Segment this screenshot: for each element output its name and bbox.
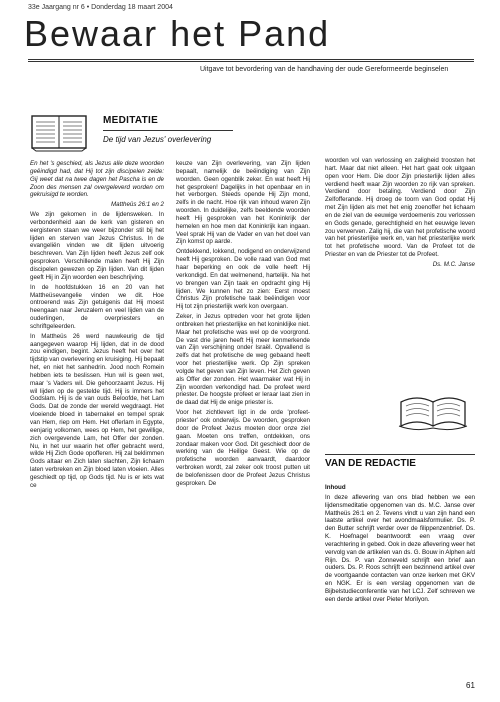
- article-column-3: [325, 157, 475, 269]
- paragraph: Ontdekkend, lokkend, nodigend en onderwijzend heeft Hij gesproken. De volle raad van God met haar beperking en ook de volle heeft Hij verkondigd. En dat welmenend, hartelijk. Na het vo brengen van Zijn taak en opdracht ging Hij lijden. We kunnen het zo zien: Eerst moest Christus Zijn profetische taak beëindigen voor Hij tot zijn priesterlijk werk kon overgaan.: [176, 248, 310, 311]
- paragraph: In Mattheüs 26 werd nauwkeurig de tijd aangegeven waarop Hij lijden, dat in de dood zou eindigen, begint. Jezus heeft het over het tijdstip van overlevering en kruisiging. Hij bepaalt het, en niet het sanhedrin. Jood noch Romein hebben iets te beslissen. Hun wil is geen wet, maar 's Vaders wil. Die gehoorzaamt Jezus. Hij wil lijden op de gestelde tijd. Hij is immers het Godslam. Hij is de van ouds Beloofde, het Lam Gods. Dat de zonde der wereld wegdraagt. Het vloeiende bloed in tabernakel en tempel sprak van Hem, riep om Hem. Het offerlam in Egypte, eenjarig volkomen, wees op Hem, het gewillige, zich overgevende Lam, het Offer der zonden. Nu, in het uur waarin het offer gebracht werd, wilde Hij Zich Gode opofferen. Hij zal beklimmen Gods altaar en Zich laten slachten, Zijn lichaam laten verbreken en Zijn bloed laten vloeien. Alles geschiedt op tijd, op Gods tijd. Nu is er iets wat ce: [30, 332, 164, 489]
- meditatie-heading: MEDITATIE: [103, 115, 159, 126]
- page-number: 61: [466, 681, 475, 690]
- redactie-heading: VAN DE REDACTIE: [325, 458, 416, 469]
- meditatie-subheading: De tijd van Jezus' overlevering: [103, 135, 212, 144]
- paragraph: keuze van Zijn overlevering, van Zijn lijden bepaalt, namelijk de beëindiging van Zijn woorden. Geen ogenblik zeker. En wat heeft Hij het gesproken! Dagelijks in het openbaar en in het verborgen. Steeds opende Hij Zijn mond, zelfs in de nacht. Hoe rijk van inhoud waren Zijn woorden. In duidelijke, zelfs beeldende woorden heeft Hij gesproken van het Koninkrijk der hemelen en hoe men dat Koninkrijk kan ingaan. Veel sprak Hij van de Vader en van het doel van Zijn komst op aarde.: [176, 160, 310, 246]
- book-icon: [30, 112, 88, 152]
- paragraph: woorden vol van verlossing en zaligheid troosten het hart. Maar dat niet alleen. Het hart gaat ook uitgaan open voor Hem. Die door Zijn priesterlijk lijden alles verdiend heeft waar Zijn woorden zo rijk van spreken. Verdiend door betaling. Verdiend door Zijn Zelfofferande. Hij droeg de toorn van God opdat Hij met Zijn lijden als met het enig zoenoffer het lichaam en de ziel van de eeuwige verdoemenis zou verlossen en Gods genade, gerechtigheid en het eeuwige leven zou verwerven. Zalig hij, die van het profetische woord van het priesterlijke werk en, van het priesterlijke werk tot het profetische woord. Van de Profeet tot de Priester en van de Priester tot de Profeet.: [325, 157, 475, 259]
- header-rule-top: [28, 59, 474, 60]
- paragraph: We zijn gekomen in de lijdensweken. In verbondenheid aan de kerk van gisteren en eergisteren staan we weer bijzonder stil bij het lijden en sterven van Jezus Christus. In de evangeliën vinden we dit lijden uitvoerig beschreven. Van Zijn lijden heeft Jezus zelf ook gesproken. Verschillende malen heeft Hij Zijn discipelen gewezen op Zijn lijden. Van dit lijden geeft Hij in Zijn woorden een beschrijving.: [30, 211, 164, 281]
- paragraph: In deze aflevering van ons blad hebben we een lijdensmeditatie opgenomen van ds. M.C. Janse over Mattheüs 26:1 en 2. Tevens vindt u van zijn hand een laatste artikel over het avondmaalsformulier. Ds. P. den Butter schrijft verder over de filippenzenbrief. Ds. K. Hoefnagel beantwoordt een vraag over verachtering in gebed. Ook in deze aflevering weer het vervolg van de artikelen van ds. G. Bouw in Alphen a/d Rijn. Ds. P. van Zonneveld schrijft een brief aan ouders. Ds. P. Roos schrijft een bezinnend artikel over de voortgaande contacten van onze kerken met GKV en NGK. Er is een verslag opgenomen van de Bijbelstudieconferentie van het LCJ. Zelf schreven we een derde artikel over Pieter Morilyon.: [325, 493, 475, 603]
- issue-line: 33e Jaargang nr 6 • Donderdag 18 maart 2004: [28, 4, 173, 11]
- meditatie-rule: [103, 130, 233, 131]
- header-rule-bottom: [28, 61, 474, 62]
- bible-quote: En het 's geschied, als Jezus alle deze woorden geëindigd had, dat Hij tot zijn discipelen zeide: Gij weet dat na twee dagen het Pascha is en de Zoon des mensen zal overgeleverd worden om gekruisigd te worden.: [30, 160, 164, 199]
- paragraph: In de hoofdstukken 16 en 20 van het Mattheüsevangelie vinden we dit. Hoe ontroerend was Zijn getuigenis dat Hij moest heengaan naar Jeruzalem en veel lijden van de ouderlingen, de overpriesters en schriftgeleerden.: [30, 283, 164, 330]
- redactie-column: [325, 484, 475, 604]
- article-column-2: [176, 160, 310, 490]
- paragraph: Zeker, in Jezus optreden voor het grote lijden ontbreken het priesterlijke en het koninklijke niet. Maar het profetische was wel op de voorgrond. De vast drie jaren heeft Hij meer kenmerkende van Zijn verschijning onder Israël. Opvallend is zelfs dat het profetische de weg gebaand heeft voor het priesterlijke werk. Op Zijn spreken volgde het geven van Zijn leven. Het Zich geven als Offer der zonden. Het waarmaker wat Hij in Zijn woorden verkondigd had. De profeet werd priester. De hoogste profeet er leraar laat zien in de daad dat Hij de enige priester is.: [176, 313, 310, 407]
- redactie-subheading: Inhoud: [325, 484, 346, 491]
- paragraph: Voor het zichtlevert ligt in de orde 'profeet-priester' ook onderwijs. De woorden, gesproken door de Profeet Jezus moeten door onze ziel gaan. Moeten ons treffen, ontdekken, ons zondaar maken voor God. Dit geschiedt door de werking van de Heilige Geest. Wie op de profetische woorden aanvaardt, daardoor verbroken wordt, zal zeker ook troost putten uit de belofenissen door de Profeet Jezus Christus gesproken. De: [176, 409, 310, 487]
- author-signature: Ds. M.C. Janse: [432, 260, 475, 268]
- subtitle: Uitgave tot bevordering van de handhaving der oude Gereformeerde beginselen: [200, 66, 449, 73]
- bible-reference: Mattheüs 26:1 en 2: [111, 201, 164, 209]
- open-book-icon: [395, 388, 471, 434]
- article-column-1: [30, 160, 164, 492]
- redactie-rule: [325, 454, 475, 455]
- page-title: Bewaar het Pand: [24, 13, 331, 54]
